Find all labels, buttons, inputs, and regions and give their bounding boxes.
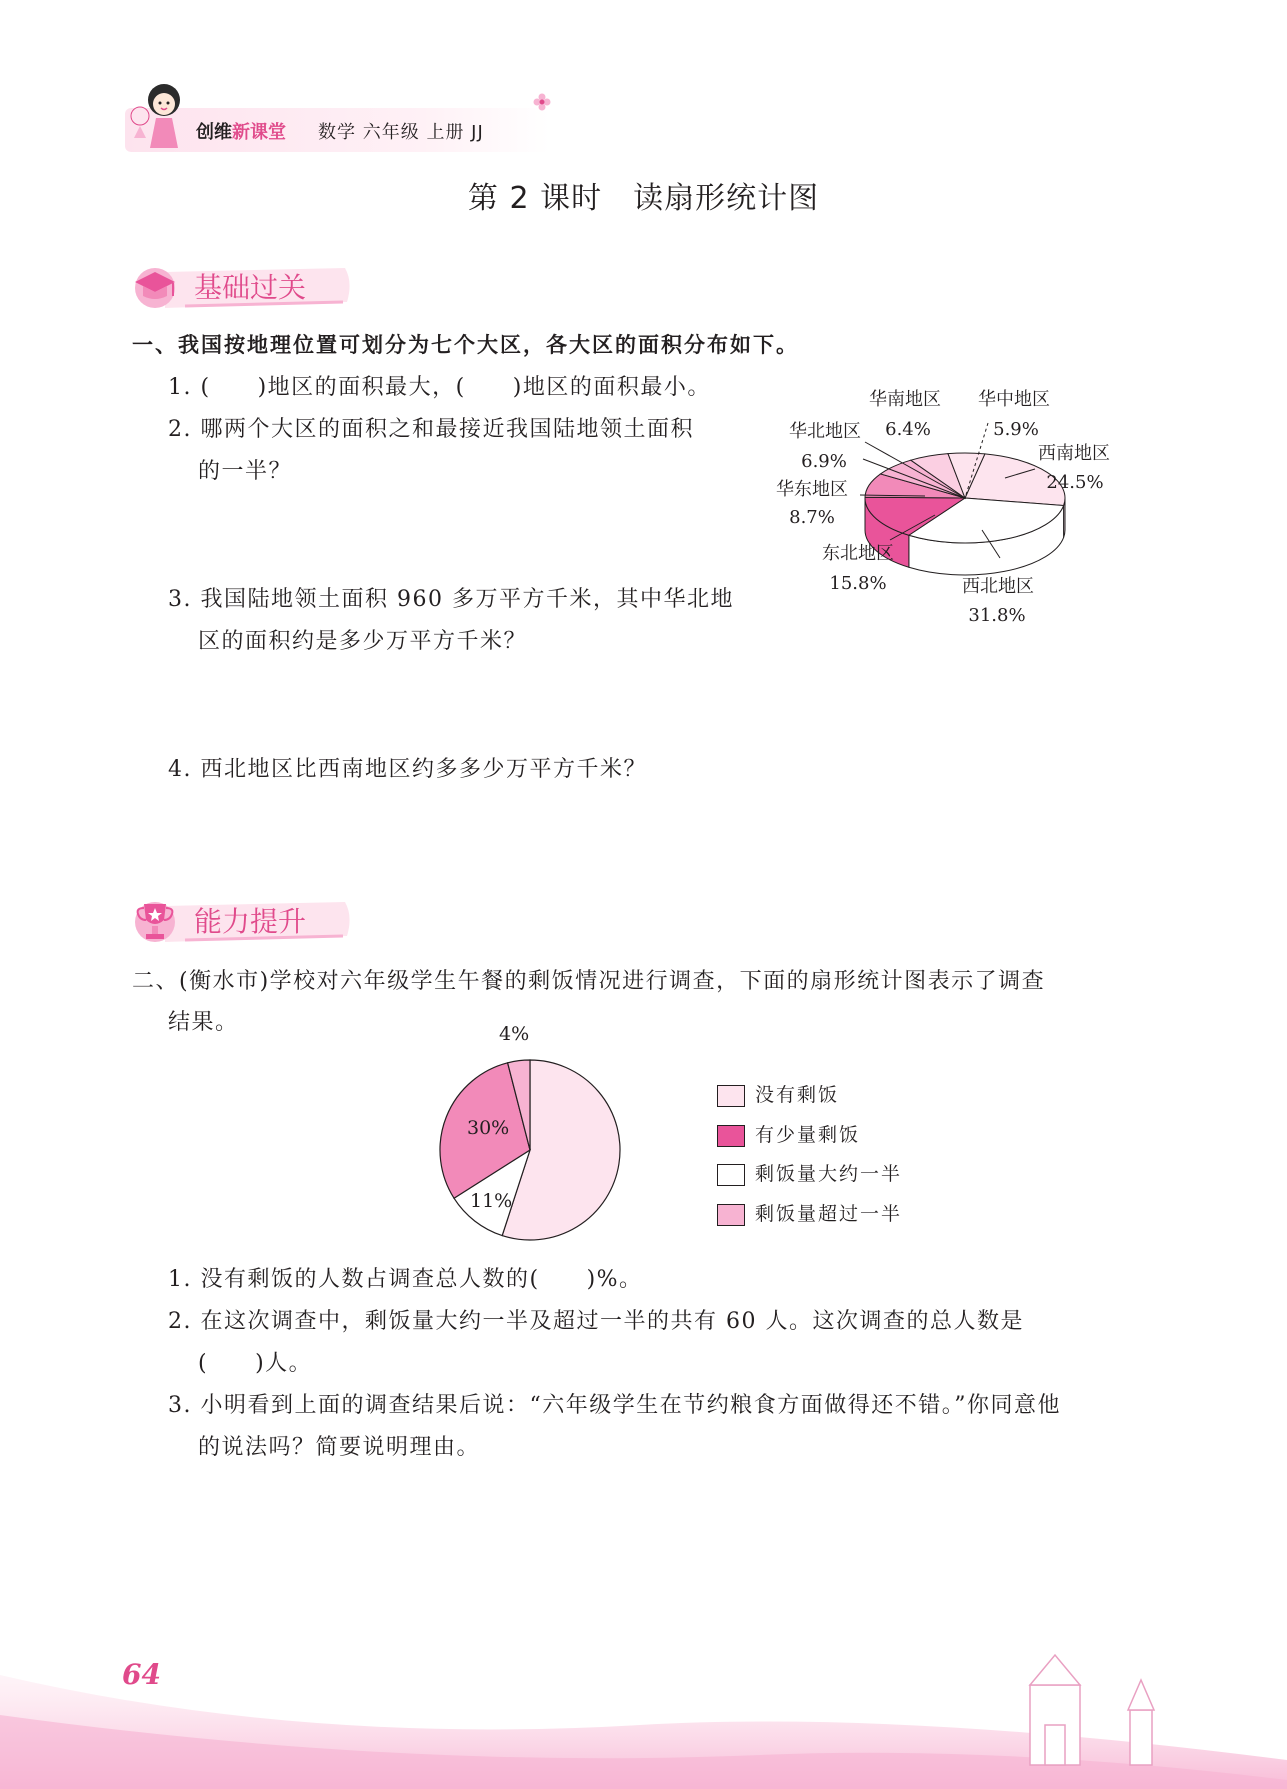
- legend-swatch: [717, 1164, 745, 1186]
- label-xibei: 西北地区: [962, 576, 1034, 597]
- label-huanan-pct: 6.4%: [885, 419, 931, 440]
- question-2-sub-2: 2. 在这次调查中，剩饭量大约一半及超过一半的共有 60 人。这次调查的总人数是: [168, 1309, 1024, 1334]
- label-huazhong: 华中地区: [978, 389, 1050, 410]
- pie2-label-11pct: 11%: [470, 1190, 513, 1212]
- label-huadong: 华东地区: [776, 479, 848, 500]
- label-dongbei-pct: 15.8%: [829, 573, 887, 594]
- label-xinan-pct: 24.5%: [1046, 472, 1104, 493]
- footer-wave-decoration: [0, 1595, 1287, 1789]
- trophy-icon: [134, 900, 176, 944]
- label-xinan: 西南地区: [1038, 443, 1110, 464]
- lesson-title: 第 2 课时 读扇形统计图: [467, 181, 820, 216]
- question-1-main: 一、我国按地理位置可划分为七个大区，各大区的面积分布如下。: [132, 333, 799, 357]
- label-dongbei: 东北地区: [822, 543, 894, 564]
- pie2-label-4pct: 4%: [499, 1023, 530, 1045]
- section-title-advanced: 能力提升: [194, 905, 307, 938]
- page-number: 64: [122, 1658, 161, 1691]
- label-huanan: 华南地区: [869, 389, 941, 410]
- label-huazhong-pct: 5.9%: [993, 419, 1039, 440]
- label-huabei-pct: 6.9%: [801, 451, 847, 472]
- legend-item-little-leftover: 有少量剩饭: [717, 1120, 860, 1147]
- question-2-sub-1: 1. 没有剩饭的人数占调查总人数的( )%。: [168, 1267, 643, 1292]
- legend-swatch: [717, 1085, 745, 1107]
- legend-swatch: [717, 1204, 745, 1226]
- question-2-main: 二、(衡水市)学校对六年级学生午餐的剩饭情况进行调查，下面的扇形统计图表示了调查: [132, 969, 1046, 994]
- question-2-sub-3-cont: 的说法吗？简要说明理由。: [198, 1435, 481, 1460]
- legend-swatch: [717, 1125, 745, 1147]
- question-1-sub-4: 4. 西北地区比西南地区约多多少万平方千米？: [168, 757, 647, 782]
- label-xibei-pct: 31.8%: [968, 605, 1026, 626]
- book-info: 数学 六年级 上册 JJ: [318, 122, 484, 143]
- leftover-food-pie-chart: [430, 1050, 630, 1250]
- legend-item-half-leftover: 剩饭量大约一半: [717, 1159, 902, 1186]
- pie-slices: [440, 1060, 620, 1240]
- legend-item-over-half-leftover: 剩饭量超过一半: [717, 1199, 902, 1226]
- legend-item-no-leftover: 没有剩饭: [717, 1080, 839, 1107]
- label-huabei: 华北地区: [789, 421, 861, 442]
- question-2-sub-2-cont: ( )人。: [198, 1351, 313, 1376]
- label-huadong-pct: 8.7%: [789, 507, 835, 528]
- question-1-sub-2: 2. 哪两个大区的面积之和最接近我国陆地领土面积: [168, 417, 694, 442]
- girl-logo-icon: [126, 78, 196, 154]
- graduation-cap-icon: [133, 268, 177, 306]
- question-2-main-cont: 结果。: [168, 1010, 239, 1035]
- question-1-sub-3-cont: 区的面积约是多少万平方千米？: [198, 629, 528, 654]
- section-title-basic: 基础过关: [194, 271, 307, 304]
- brand-name: 创维新课堂: [196, 122, 286, 143]
- question-1-sub-3: 3. 我国陆地领土面积 960 多万平方千米，其中华北地: [168, 587, 734, 612]
- flower-icon: [532, 92, 552, 112]
- pie2-label-30pct: 30%: [467, 1117, 510, 1139]
- question-2-sub-3: 3. 小明看到上面的调查结果后说：“六年级学生在节约粮食方面做得还不错。”你同意他: [168, 1393, 1061, 1418]
- question-1-sub-1: 1. ( )地区的面积最大，( )地区的面积最小。: [168, 375, 711, 400]
- question-1-sub-2-cont: 的一半？: [198, 459, 293, 484]
